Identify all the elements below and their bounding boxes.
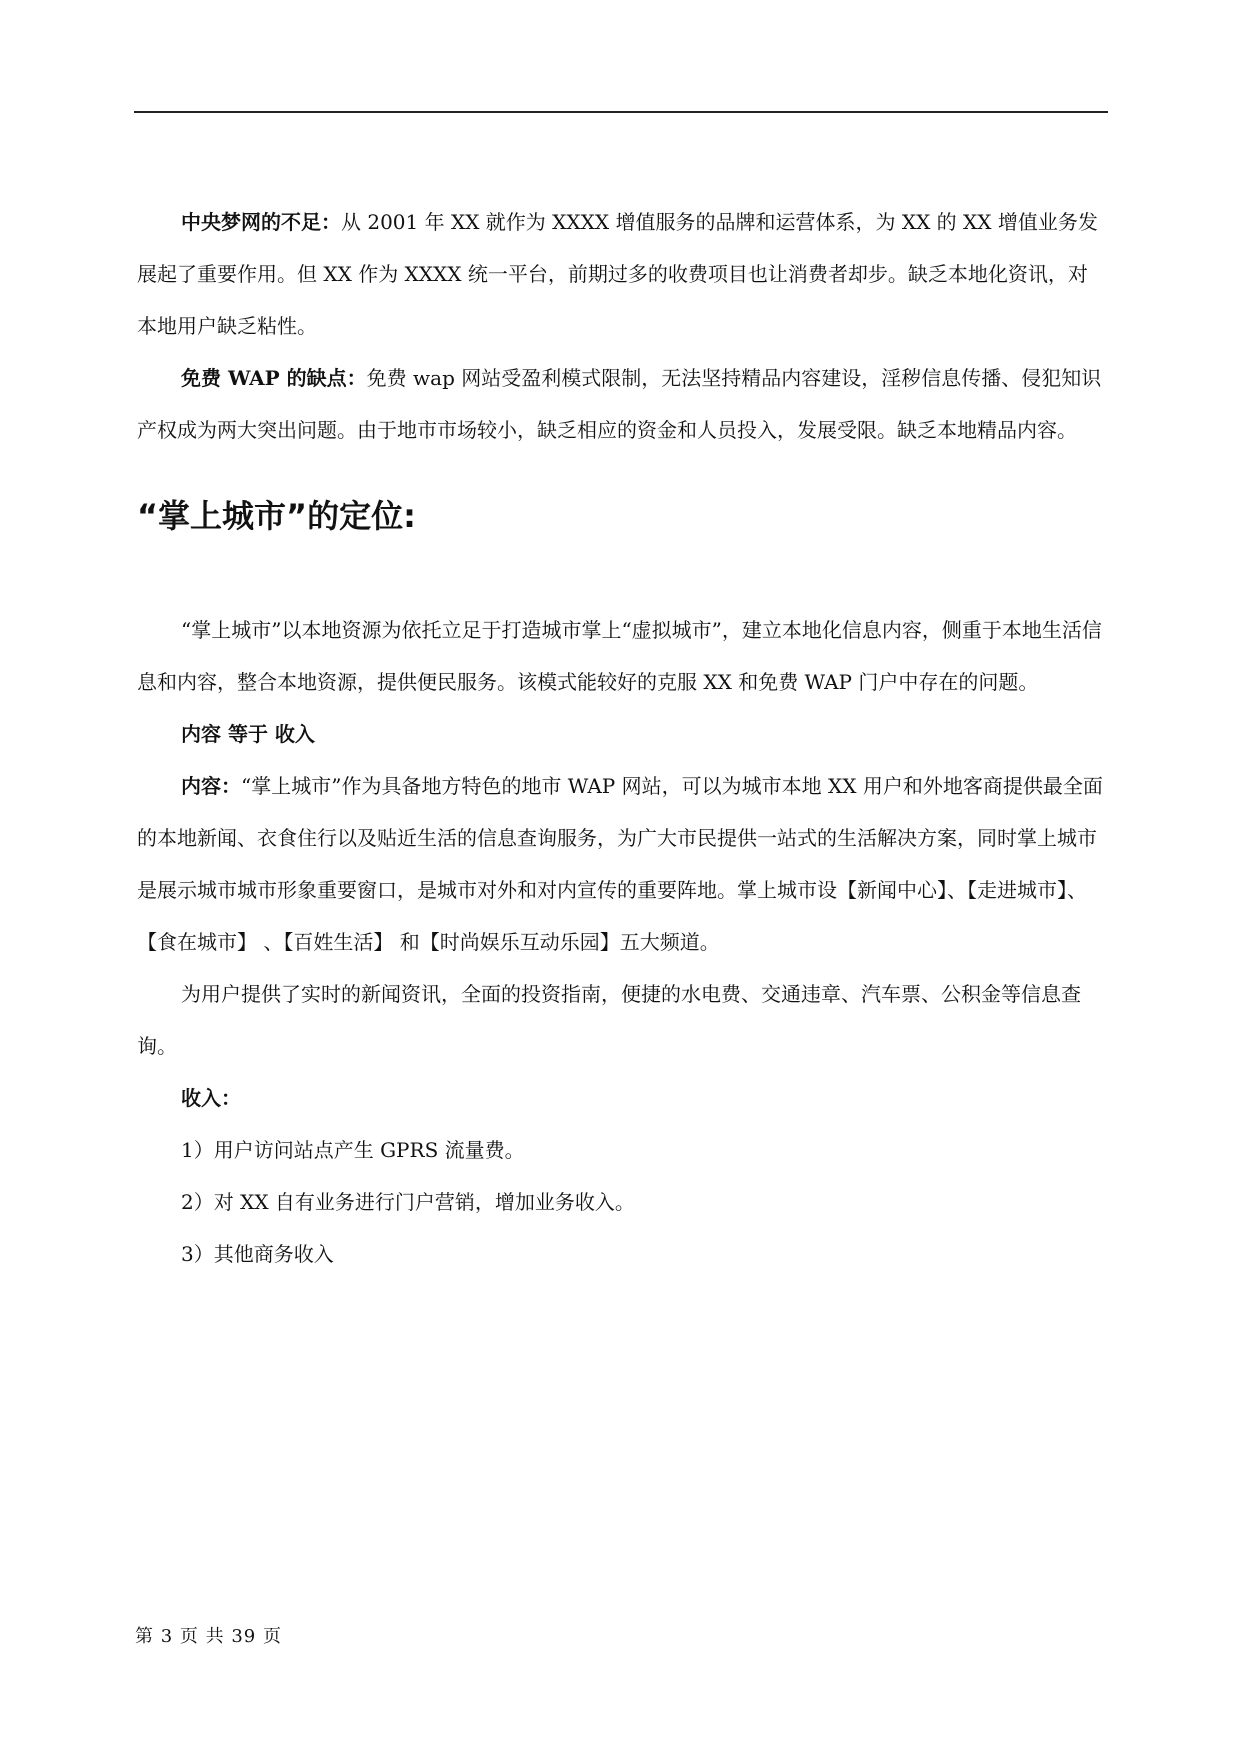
document-body (137, 196, 1107, 1280)
income-item: 3）其他商务收入 (181, 1242, 334, 1266)
content-equals-income: 内容 等于 收入 (181, 722, 315, 746)
income-item: 2）对 XX 自有业务进行门户营销，增加业务收入。 (181, 1190, 635, 1214)
paragraph-services: 为用户提供了实时的新闻资讯，全面的投资指南，便捷的水电费、交通违章、汽车票、公积金等信息查询。 (137, 982, 1081, 1058)
section-heading: “掌上城市”的定位: (137, 497, 416, 535)
paragraph-mengwang-shortcomings (137, 196, 1107, 352)
paragraph-lead: 免费 WAP 的缺点： (181, 366, 367, 390)
page-number-footer: 第 3 页 共 39 页 (135, 1626, 282, 1647)
paragraph-text: 免费 wap 网站受盈利模式限制，无法坚持精品内容建设，淫秽信息传播、侵犯知识产权成为两大突出问题。由于地市市场较小，缺乏相应的资金和人员投入，发展受限。缺乏本地精品内容。 (137, 366, 1102, 442)
income-label: 收入： (181, 1086, 241, 1110)
paragraph-positioning-intro: “掌上城市”以本地资源为依托立足于打造城市掌上“虚拟城市”，建立本地化信息内容，侧重于本地生活信息和内容，整合本地资源，提供便民服务。该模式能较好的克服 XX 和免费 WAP 门户中存在的问题。 (137, 618, 1102, 694)
paragraph-content (137, 760, 1107, 968)
paragraph-lead: 中央梦网的不足： (181, 210, 341, 234)
paragraph-text: “掌上城市”作为具备地方特色的地市 WAP 网站，可以为城市本地 XX 用户和外地客商提供最全面的本地新闻、衣食住行以及贴近生活的信息查询服务，为广大市民提供一站式的生活解决方案，同时掌上城市是展示城市城市形象重要窗口，是城市对外和对内宣传的重要阵地。掌上城市设【新闻中心】、【走进城市】、【食在城市】 、【百姓生活】 和【时尚娱乐互动乐园】五大频道。 (137, 774, 1103, 954)
header-rule (134, 111, 1108, 113)
paragraph-text: 从 2001 年 XX 就作为 XXXX 增值服务的品牌和运营体系，为 XX 的 XX 增值业务发展起了重要作用。但 XX 作为 XXXX 统一平台，前期过多的收费项目也让消费者却步。缺乏本地化资讯，对本地用户缺乏粘性。 (137, 210, 1098, 338)
income-item: 1）用户访问站点产生 GPRS 流量费。 (181, 1138, 525, 1162)
paragraph-free-wap-shortcomings (137, 352, 1107, 456)
paragraph-lead: 内容： (181, 774, 241, 798)
